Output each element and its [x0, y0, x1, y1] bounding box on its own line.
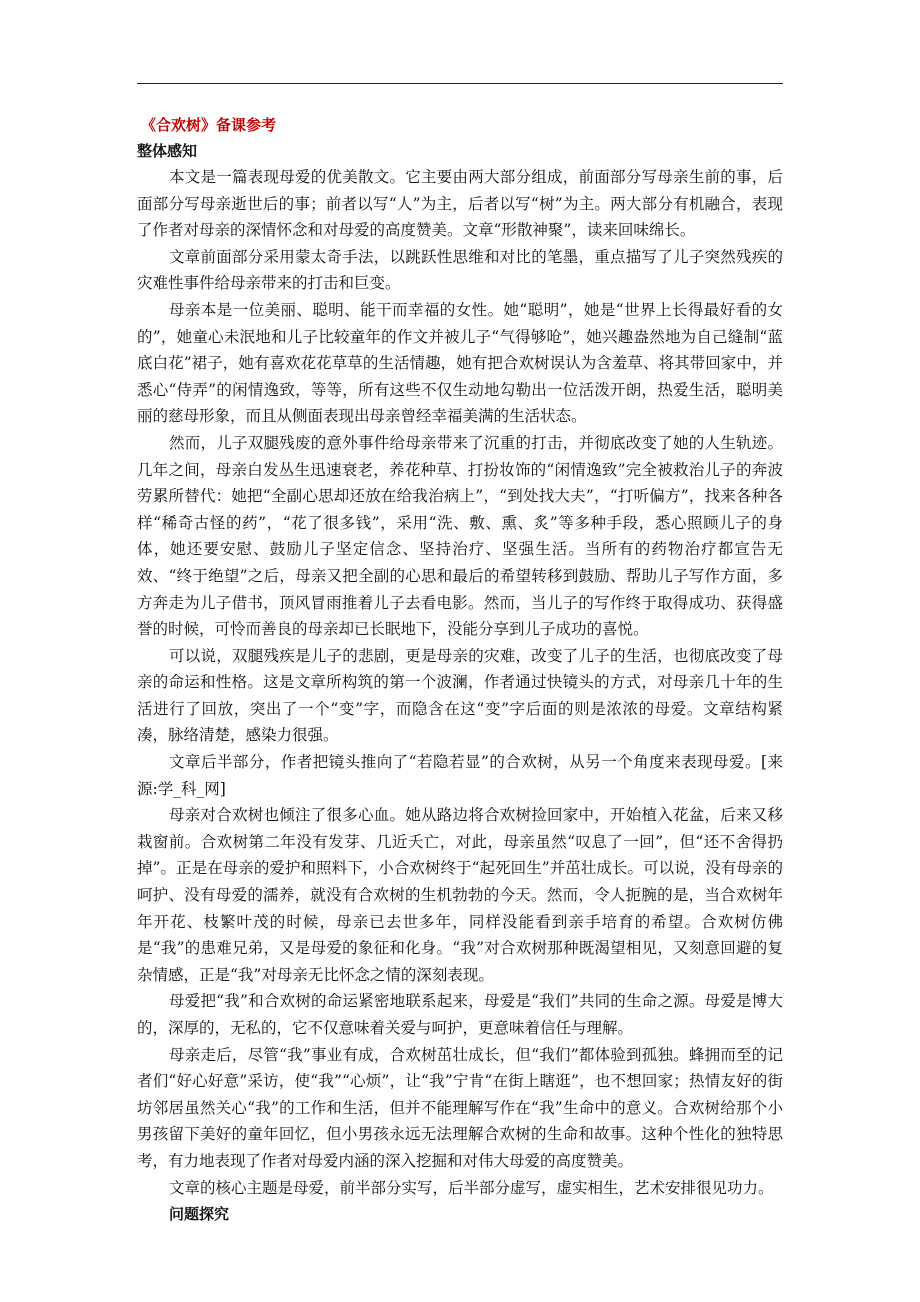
- section-heading-overview: 整体感知: [137, 142, 198, 160]
- paragraph: 母亲对合欢树也倾注了很多心血。她从路边将合欢树捡回家中，开始植入花盆，后来又移栽窗前。合欢树第二年没有发芽、几近夭亡，对此，母亲虽然“叹息了一回”，但“还不舍得扔掉”。正是在母亲的爱护和照料下，小合欢树终于“起死回生”并茁壮成长。可以说，没有母亲的呵护、没有母爱的濡养，就没有合欢树的生机勃勃的今天。然而，令人扼腕的是，当合欢树年年开花、枝繁叶茂的时候，母亲已去世多年，同样没能看到亲手培育的希望。合欢树仿佛是“我”的患难兄弟，又是母爱的象征和化身。“我”对合欢树那种既渴望相见，又刻意回避的复杂情感，正是“我”对母亲无比怀念之情的深刻表现。: [137, 806, 783, 984]
- section-heading-inquiry: 问题探究: [169, 1205, 230, 1224]
- paragraph: 文章的核心主题是母爱，前半部分实写，后半部分虚写，虚实相生，艺术安排很见功力。: [169, 1178, 774, 1197]
- paragraph: 文章前面部分采用蒙太奇手法，以跳跃性思维和对比的笔墨，重点描写了儿子突然残疾的灾难性事件给母亲带来的打击和巨变。: [137, 247, 783, 293]
- document-body: [137, 112, 783, 1227]
- paragraph: 然而，儿子双腿残废的意外事件给母亲带来了沉重的打击，并彻底改变了她的人生轨迹。几年之间，母亲白发丛生迅速衰老，养花种草、打扮妆饰的“闲情逸致”完全被救治儿子的奔波劳累所替代：她把“全副心思却还放在给我治病上”，“到处找大夫”，“打听偏方”，找来各种各样“稀奇古怪的药”，“花了很多钱”，采用“洗、敷、熏、炙”等多种手段，悉心照顾儿子的身体，她还要安慰、鼓励儿子坚定信念、坚持治疗、坚强生活。当所有的药物治疗都宣告无效、“终于绝望”之后，母亲又把全副的心思和最后的希望转移到鼓励、帮助儿子写作方面，多方奔走为儿子借书，顶风冒雨推着儿子去看电影。然而，当儿子的写作终于取得成功、获得盛誉的时候，可怜而善良的母亲却已长眠地下，没能分享到儿子成功的喜悦。: [137, 433, 783, 639]
- paragraph: 母爱把“我”和合欢树的命运紧密地联系起来，母爱是“我们”共同的生命之源。母爱是博大的，深厚的，无私的，它不仅意味着关爱与呵护，更意味着信任与理解。: [137, 992, 783, 1037]
- header-rule: [137, 83, 783, 84]
- paragraph: 可以说，双腿残疾是儿子的悲剧，更是母亲的灾难，改变了儿子的生活，也彻底改变了母亲的命运和性格。这是文章所构筑的第一个波澜，作者通过快镜头的方式，对母亲几十年的生活进行了回放，突出了一个“变”字，而隐含在这“变”字后面的则是浓浓的母爱。文章结构紧凑，脉络清楚，感染力很强。: [137, 646, 783, 745]
- document-title: 《合欢树》备课参考: [141, 116, 277, 134]
- paragraph: 本文是一篇表现母爱的优美散文。它主要由两大部分组成，前面部分写母亲生前的事，后面部分写母亲逝世后的事；前者以写“人”为主，后者以写“树”为主。两大部分有机融合，表现了作者对母亲的深情怀念和对母爱的高度赞美。文章“形散神聚”，读来回味绵长。: [137, 168, 783, 240]
- paragraph: 文章后半部分，作者把镜头推向了“若隐若显”的合欢树，从另一个角度来表现母爱。[来源:学_科_网]: [137, 753, 783, 798]
- paragraph: 母亲本是一位美丽、聪明、能干而幸福的女性。她“聪明”，她是“世界上长得最好看的女的”，她童心未泯地和儿子比较童年的作文并被儿子“气得够呛”，她兴趣盎然地为自己缝制“蓝底白花”裙子，她有喜欢花花草草的生活情趣，她有把合欢树误认为含羞草、将其带回家中，并悉心“侍弄”的闲情逸致，等等，所有这些不仅生动地勾勒出一位活泼开朗，热爱生活，聪明美丽的慈母形象，而且从侧面表现出母亲曾经幸福美满的生活状态。: [137, 300, 783, 426]
- paragraph: 母亲走后，尽管“我”事业有成，合欢树茁壮成长，但“我们”都体验到孤独。蜂拥而至的记者们“好心好意”采访，使“我”“心烦”，让“我”宁肯“在街上瞎逛”，也不想回家；热情友好的街坊邻居虽然关心“我”的工作和生活，但并不能理解写作在“我”生命中的意义。合欢树给那个小男孩留下美好的童年回忆，但小男孩永远无法理解合欢树的生命和故事。这种个性化的独特思考，有力地表现了作者对母爱内涵的深入挖掘和对伟大母爱的高度赞美。: [137, 1045, 783, 1170]
